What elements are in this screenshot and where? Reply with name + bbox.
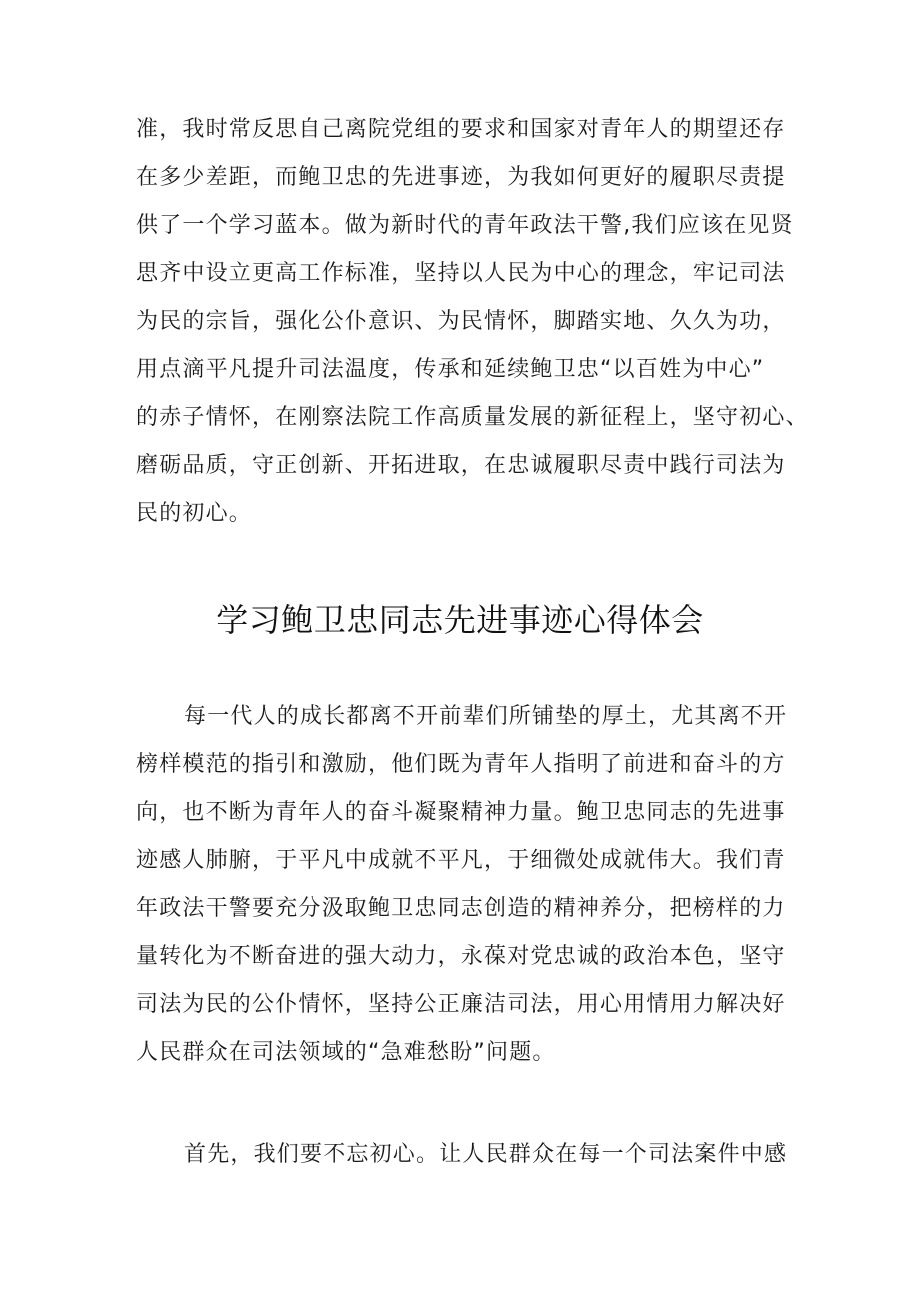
article-title: 学习鲍卫忠同志先进事迹心得体会 [216, 601, 704, 639]
paragraph-line: 榜样模范的指引和激励，他们既为青年人指明了前进和奋斗的方 [136, 752, 786, 777]
paragraph-line: 思齐中设立更高工作标准，坚持以人民为中心的理念，牢记司法 [136, 261, 786, 286]
paragraph-line: 的赤子情怀，在刚察法院工作高质量发展的新征程上，坚守初心、 [136, 405, 809, 430]
paragraph-line: 每一代人的成长都离不开前辈们所铺垫的厚土，尤其离不开 [184, 704, 788, 729]
paragraph-line: 年政法干警要充分汲取鲍卫忠同志创造的精神养分，把榜样的力 [136, 896, 786, 921]
paragraph-line: 供了一个学习蓝本。做为新时代的青年政法干警,我们应该在见贤 [136, 213, 794, 238]
paragraph-line: 首先，我们要不忘初心。让人民群众在每一个司法案件中感 [184, 1142, 788, 1167]
paragraph-line: 准，我时常反思自己离院党组的要求和国家对青年人的期望还存 [136, 117, 786, 142]
paragraph-line: 迹感人肺腑，于平凡中成就不平凡，于细微处成就伟大。我们青 [136, 848, 786, 873]
paragraph-line: 为民的宗旨，强化公仆意识、为民情怀，脚踏实地、久久为功， [136, 309, 786, 334]
paragraph-line: 在多少差距，而鲍卫忠的先进事迹，为我如何更好的履职尽责提 [136, 165, 786, 190]
paragraph-line: 民的初心。 [136, 501, 253, 526]
paragraph-line: 司法为民的公仆情怀，坚持公正廉洁司法，用心用情用力解决好 [136, 992, 786, 1017]
paragraph-line: 人民群众在司法领域的“急难愁盼”问题。 [136, 1040, 556, 1065]
paragraph-line: 量转化为不断奋进的强大动力，永葆对党忠诚的政治本色，坚守 [136, 944, 786, 969]
paragraph-line: 用点滴平凡提升司法温度，传承和延续鲍卫忠“以百姓为中心” [136, 357, 765, 382]
paragraph-line: 向，也不断为青年人的奋斗凝聚精神力量。鲍卫忠同志的先进事 [136, 800, 786, 825]
paragraph-line: 磨砺品质，守正创新、开拓进取，在忠诚履职尽责中践行司法为 [136, 453, 786, 478]
